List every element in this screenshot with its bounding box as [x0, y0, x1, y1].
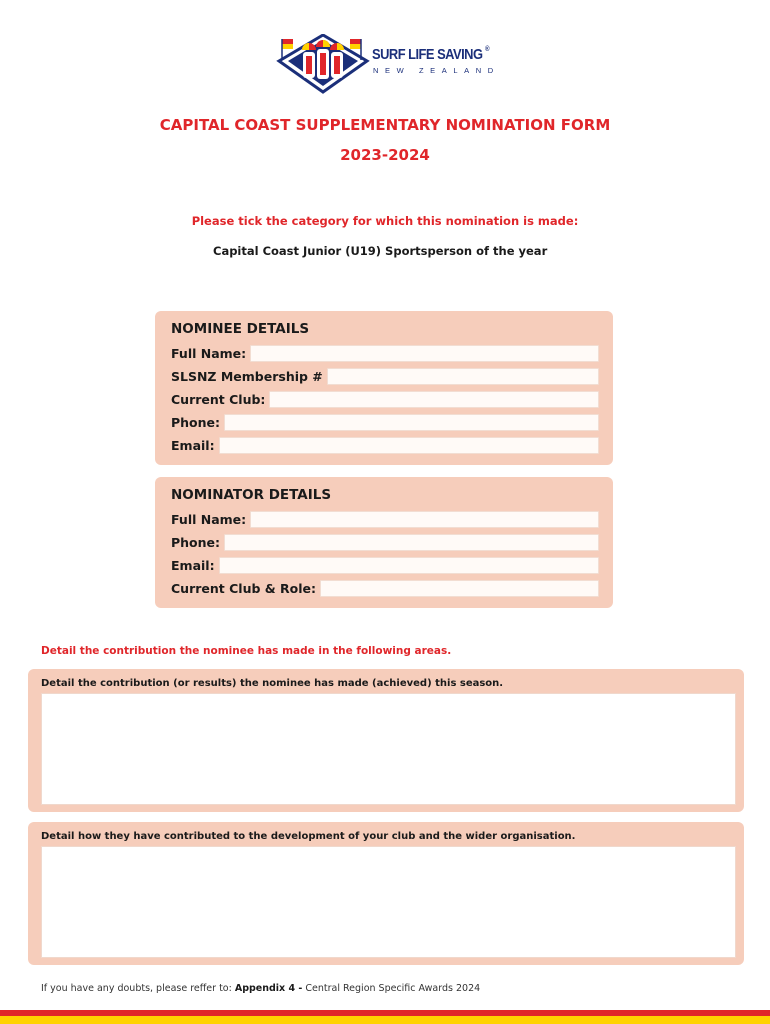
field-label: Phone:	[171, 534, 221, 550]
nominator-phone-field[interactable]	[224, 534, 599, 551]
nominee-email-row	[171, 435, 599, 455]
nominator-phone-row	[171, 532, 599, 552]
areas-intro: Detail the contribution the nominee has made in the following areas.	[41, 645, 452, 657]
footer-suffix: Central Region Specific Awards 2024	[305, 983, 481, 994]
nominator-club-role-row	[171, 578, 599, 598]
nominee-club-field[interactable]	[269, 391, 599, 408]
contribution-textarea[interactable]	[41, 693, 736, 805]
slsnz-logo	[276, 34, 506, 94]
field-label: Phone:	[171, 414, 221, 430]
nominee-details-panel	[155, 311, 613, 465]
nominator-details-panel	[155, 477, 613, 608]
field-label: Current Club:	[171, 391, 266, 407]
field-label: Current Club & Role:	[171, 580, 316, 596]
development-panel	[28, 822, 744, 965]
nominee-membership-row	[171, 366, 599, 386]
footer-note	[41, 983, 480, 994]
form-title: CAPITAL COAST SUPPLEMENTARY NOMINATION FORM	[159, 116, 611, 134]
nominator-email-row	[171, 555, 599, 575]
nominator-full-name-field[interactable]	[250, 511, 599, 528]
nominee-phone-row	[171, 412, 599, 432]
nominee-membership-field[interactable]	[327, 368, 599, 385]
slsnz-emblem-icon	[276, 34, 370, 94]
nominee-club-row	[171, 389, 599, 409]
field-label: Email:	[171, 437, 215, 453]
logo-country: NEW ZEALAND	[373, 66, 500, 75]
nominee-full-name-field[interactable]	[250, 345, 599, 362]
nominator-heading: NOMINATOR DETAILS	[171, 487, 332, 503]
nominee-email-field[interactable]	[219, 437, 599, 454]
nominee-phone-field[interactable]	[224, 414, 599, 431]
footer-stripe-yellow	[0, 1016, 770, 1024]
contribution-label: Detail the contribution (or results) the nominee has made (achieved) this season.	[41, 678, 504, 689]
logo-brand-name: SURF LIFE SAVING ®	[372, 46, 489, 63]
nominator-full-name-row	[171, 509, 599, 529]
development-textarea[interactable]	[41, 846, 736, 958]
field-label: Email:	[171, 557, 215, 573]
contribution-panel	[28, 669, 744, 812]
footer-appendix: Appendix 4 -	[234, 983, 303, 994]
nominee-heading: NOMINEE DETAILS	[171, 321, 310, 337]
nominator-club-role-field[interactable]	[320, 580, 599, 597]
field-label: Full Name:	[171, 345, 247, 361]
footer-prefix: If you have any doubts, please reffer to:	[41, 983, 232, 994]
nominee-full-name-row	[171, 343, 599, 363]
nominator-email-field[interactable]	[219, 557, 599, 574]
form-year: 2023-2024	[340, 146, 430, 164]
field-label: Full Name:	[171, 511, 247, 527]
field-label: SLSNZ Membership #	[171, 368, 323, 384]
development-label: Detail how they have contributed to the development of your club and the wider organisation.	[41, 831, 576, 842]
category-option[interactable]: Capital Coast Junior (U19) Sportsperson of the year	[213, 244, 548, 258]
category-instruction: Please tick the category for which this nomination is made:	[191, 214, 579, 228]
